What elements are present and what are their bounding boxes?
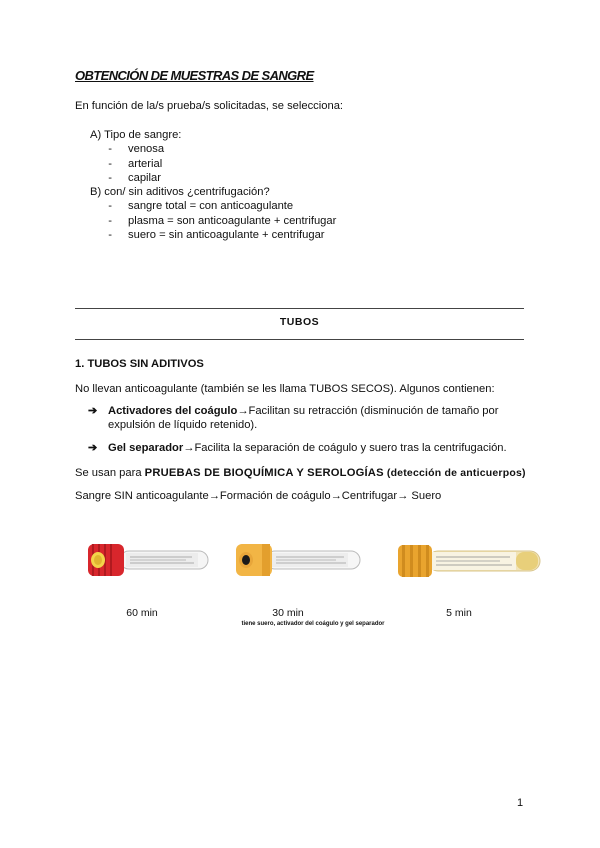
list-item: - sangre total = con anticoagulante	[108, 200, 294, 212]
bullet-item: ➔ Activadores del coágulo→Facilitan su retracción (disminución de tamaño por expulsión de líquido retenido).	[88, 405, 499, 431]
tube-gold-cap-image	[396, 541, 546, 581]
list-item: - arterial	[108, 157, 163, 170]
list-item: - capilar	[108, 172, 161, 185]
tube-yellow-cap-image	[234, 541, 366, 579]
tube-caption: 5 min	[446, 607, 472, 619]
description-text: No llevan anticoagulante (también se les llama TUBOS SECOS). Algunos contienen:	[75, 383, 495, 395]
section-b-label: B) con/ sin aditivos ¿centrifugación?	[90, 186, 270, 198]
page-number: 1	[517, 797, 524, 809]
list-item: - plasma = son anticoagulante + centrifugar	[108, 214, 337, 227]
tube-note: tiene suero, activador del coágulo y gel separador	[241, 621, 385, 627]
tube-red-cap-image	[86, 540, 214, 580]
arrow-icon: ➔	[88, 442, 98, 454]
section-a-label: A) Tipo de sangre:	[90, 129, 182, 141]
flow-text: Sangre SIN anticoagulante→Formación de coágulo→Centrifugar→ Suero	[75, 490, 442, 502]
divider-bottom	[75, 339, 524, 340]
usage-text: Se usan para PRUEBAS DE BIOQUÍMICA Y SEROLOGÍAS (detección de anticuerpos)	[75, 467, 526, 479]
section-heading: 1. TUBOS SIN ADITIVOS	[75, 358, 204, 370]
list-item: - venosa	[108, 143, 165, 155]
list-item: - suero = sin anticoagulante + centrifugar	[108, 229, 325, 242]
intro-text: En función de la/s prueba/s solicitadas, se selecciona:	[75, 100, 344, 112]
section-a-list	[90, 142, 164, 186]
tube-caption: 30 min	[272, 607, 304, 619]
bullet-item: ➔ Gel separador→Facilita la separación de coágulo y suero tras la centrifugación.	[88, 442, 507, 454]
section-b-list	[90, 199, 336, 243]
divider-top	[75, 308, 524, 309]
arrow-icon: ➔	[88, 405, 98, 417]
page-title: OBTENCIÓN DE MUESTRAS DE SANGRE	[75, 68, 314, 83]
section-banner: TUBOS	[279, 316, 320, 328]
tube-caption: 60 min	[126, 607, 158, 619]
